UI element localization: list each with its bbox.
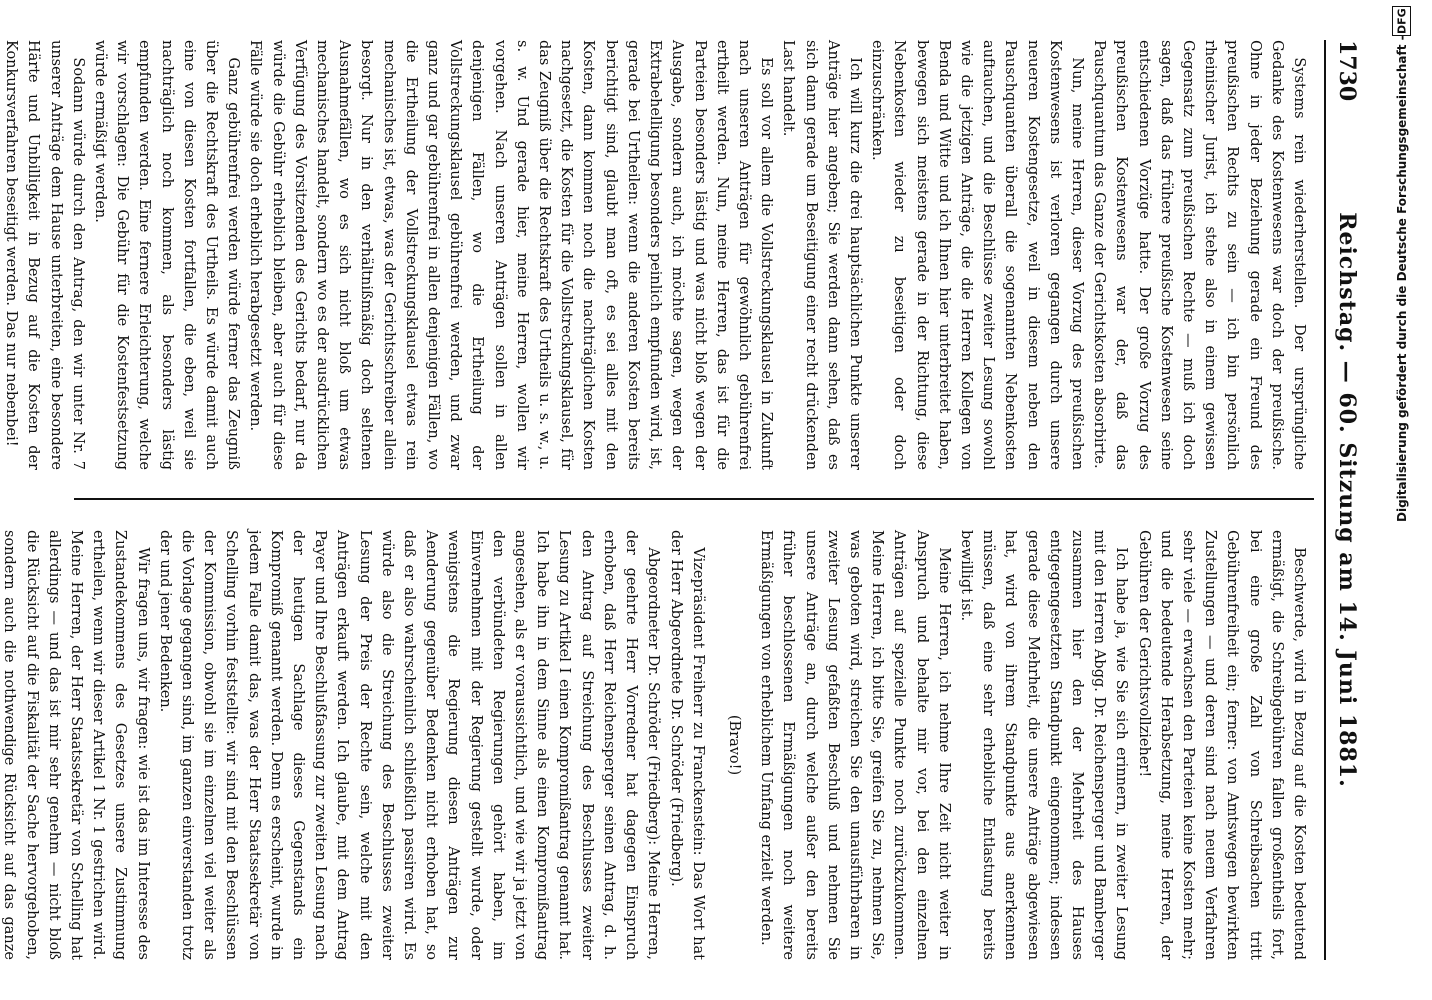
- speaker-intro: Vizepräsident Freiherr zu Franckenstein: Das Wort hat der Herr Abgeordnete Dr. Schröder (Friedberg).: [667, 530, 706, 960]
- paragraph: Beschwerde, wird in Bezug auf die Kosten bedeutend ermäßigt, die Schreibgebühren fallen großentheils fort, bei eine große Zahl von Schreibsachen tritt Gebührenfreiheit ein; ferner: von Amtswegen bewirkten Zustellungen — und deren sind nach neuem Verfahren sehr viele — erwachsen den Parteien keine Kosten mehr; und die bedeutende Herabsetzung, meine Herren, der Gebühren der Gerichtsvollzieher!: [1135, 530, 1307, 960]
- left-column: [3, 40, 1310, 470]
- page-number: 1730: [1334, 40, 1360, 102]
- paragraph: Ich will kurz die drei hauptsächlichen Punkte unserer Anträge hier angeben; Sie werden dann sehen, daß es sich dann gerade um Beseitigung einer recht drückenden Last handelt.: [780, 40, 863, 470]
- column-divider: [74, 498, 1314, 500]
- digitization-stamp: [1386, 0, 1418, 1000]
- stamp-text: Digitalisierung gefördert durch die Deutsche Forschungsgemeinschaft -: [1395, 35, 1409, 523]
- paragraph: Wir fragen uns, wir fragen: wie ist das im Interesse des Zustandekommens des Gesetzes unsere Zustimmung ertheilen, wenn wir dieser Artikel 1 Nr. 1 gestrichen wird. Meine Herren, der Herr Staatssekretär von Schelling hat allerdings — und das ist mir sehr genehm — nicht bloß die Rücksicht auf die Fiskalität der Sache hervorgehoben, sondern auch die nothwendige Rücksicht auf das ganze: [1, 530, 151, 960]
- paragraph: Abgeordneter Dr. Schröder (Friedberg): Meine Herren, der geehrte Herr Vorredner hat dagegen Einspruch erhoben, daß Herr Reichensperger seinen Antrag, d. h. den Antrag auf Streichung des Beschlusses zweiter Lesung zu Artikel I einen Kompromißantrag genannt hat. Ich habe ihn in dem Sinne als einen Kompromißantrag angesehen, als er voraussichtlich, und wie wir ja jetzt von den verbündeten Regierungen gehört haben, im Einvernehmen mit der Regierung gestellt wurde, oder wenigstens die Regierung diesen Anträgen zur Aenderung gegenüber Bedenken nicht erhoben hat, so daß er also wahrscheinlich schließlich passiren wird. Es würde also die Streichung des Beschlusses zweiter Lesung der Preis der Rechte sein, welche mit den Anträgen erkauft werden. Ich glaube, mit dem Antrag Payer und Ihre Beschlußfassung zur zweiten Lesung nach der heutigen Sachlage dieses Gegenstands ein Kompromiß genannt werden. Denn es erscheint, wurde in jedem Falle damit das, was der Herr Staatssekretär von Schelling vorhin feststellte: wir sind mit den Beschlüssen der Kommission, obwohl sie im einzelnen viel weiter als die Vorlage gegangen sind, im ganzen einverstanden trotz der und jener Bedenken.: [156, 530, 662, 960]
- page-title: Reichstag. — 60. Sitzung am 14. Juni 1881.: [1334, 212, 1360, 788]
- paragraph: Sodann würde durch den Antrag, den wir unter Nr. 7 unserer Anträge dem Hause unterbreiten, eine besondere Härte und Unbilligkeit in Bezug auf die Kosten der Konkursverfahren beseitigt werden. Das nur nebenbei!: [3, 40, 86, 470]
- page-header: [1324, 40, 1362, 960]
- paragraph: Ich habe ja, wie Sie sich erinnern, in zweiter Lesung mit den Herren Abgg. Dr. Reichensperger und Bamberger zusammen hier den der Mehrheit des Hauses entgegengesetzten Standpunkt eingenommen; indessen gerade diese Mehrheit, die unsere Anträge abgewiesen hat, wird von ihrem Standpunkte aus anerkennen müssen, daß eine sehr erhebliche Entlastung bereits bewilligt ist.: [957, 530, 1130, 960]
- right-column: [1, 530, 1310, 960]
- paragraph: Nun, meine Herren, dieser Vorzug des preußischen Kostenwesens ist verloren gegangen durch unsere neueren Kostengesetze, weil in diesem neben den Pauschquanten überall die sogenannten Nebenkosten auftauchen, und die Beschlüsse zweiter Lesung sowohl wie die jetzigen Anträge, die die Herren Kollegen von Benda und Witte und ich Ihnen hier unterbreitet haben, bewegen sich meistens gerade in der Richtung, diese Nebenkosten wieder zu beseitigen oder doch einzuschränken.: [869, 40, 1085, 470]
- paragraph: Es soll vor allem die Vollstreckungsklausel in Zukunft nach unseren Anträgen für gewöhnlich gebührenfrei ertheilt werden. Nun, meine Herren, das ist für die Parteien besonders lästig und was nicht bloß wegen der Ausgabe, sondern auch, ich möchte sagen, wegen der Extrabehelligung besonders peinlich empfunden wird, ist, gerade bei Urtheilen: wenn die anderen Kosten bereits berichtigt sind, glaubt man oft, es sei alles mit den Kosten, dann kommen noch die nachträglichen Kosten nachgesetzt, die Kosten für die Vollstreckungsklausel, für das Zeugniß über die Rechtskraft des Urtheils u. s. w., u. s. w. Und gerade hier, meine Herren, wollen wir vorgehen. Nach unseren Anträgen sollen in allen denjenigen Fällen, wo die Ertheilung der Vollstreckungsklausel gebührenfrei werden, und zwar ganz und gar gebührenfrei in allen denjenigen Fällen, wo die Ertheilung der Vollstreckungsklausel etwas rein mechanisches ist, etwas, was der Gerichtsschreiber allein besorgt. Nur in den verhältnißmäßig doch seltenen Ausnahmefällen, wo es sich nicht bloß um etwas mechanisches handelt, sondern wo es der ausdrücklichen Verfügung des Vorsitzenden des Gerichts bedarf, nur da würde die Gebühr erheblich bleiben, aber auch für diese Fälle würde sie doch erheblich herabgesetzt werden.: [247, 40, 775, 470]
- paragraph: Systems rein wiederherstellen. Der ursprüngliche Gedanke des Kostenwesens war doch der preußische. Ohne in jeder Beziehung gerade ein Freund des preußischen Rechts zu sein — ich bin persönlich rheinischer Jurist, ich stehe also in einem gewissen Gegensatz zum preußischen Rechte — muß ich doch sagen, daß das frühere preußische Kostenwesen seine entschiedenen Vorzüge hatte. Der große Vorzug des preußischen Kostenwesens war der, daß das Pauschquantum das Ganze der Gerichtskosten absorbirte.: [1091, 40, 1307, 470]
- paragraph: Meine Herren, ich nehme Ihre Zeit nicht weiter in Anspruch und behalte mir vor, bei den einzelnen Anträgen auf spezielle Punkte noch zurückzukommen. Meine Herren, ich bitte Sie, greifen Sie zu, nehmen Sie, was geboten wird, streichen Sie den unausführbaren in zweiter Lesung gefaßten Beschluß und nehmen Sie unsere Anträge an, durch welche außer den bereits früher beschlossenen Ermäßigungen noch weitere Ermäßigungen von erheblichem Umfang erzielt werden.: [758, 530, 952, 960]
- paragraph: Ganz gebührenfrei werden würde ferner das Zeugniß über die Rechtskraft des Urtheils. Es würde damit auch eine von diesen Kosten fortfallen, die eben, weil sie nachträglich noch kommen, als besonders lästig empfunden werden. Eine fernere Erleichterung, welche wir vorschlagen: Die Gebühr für die Kostenfestsetzung würde ermäßigt werden.: [92, 40, 242, 470]
- applause-note: (Bravo!): [725, 714, 742, 776]
- dfg-logo: DFG: [1393, 6, 1412, 36]
